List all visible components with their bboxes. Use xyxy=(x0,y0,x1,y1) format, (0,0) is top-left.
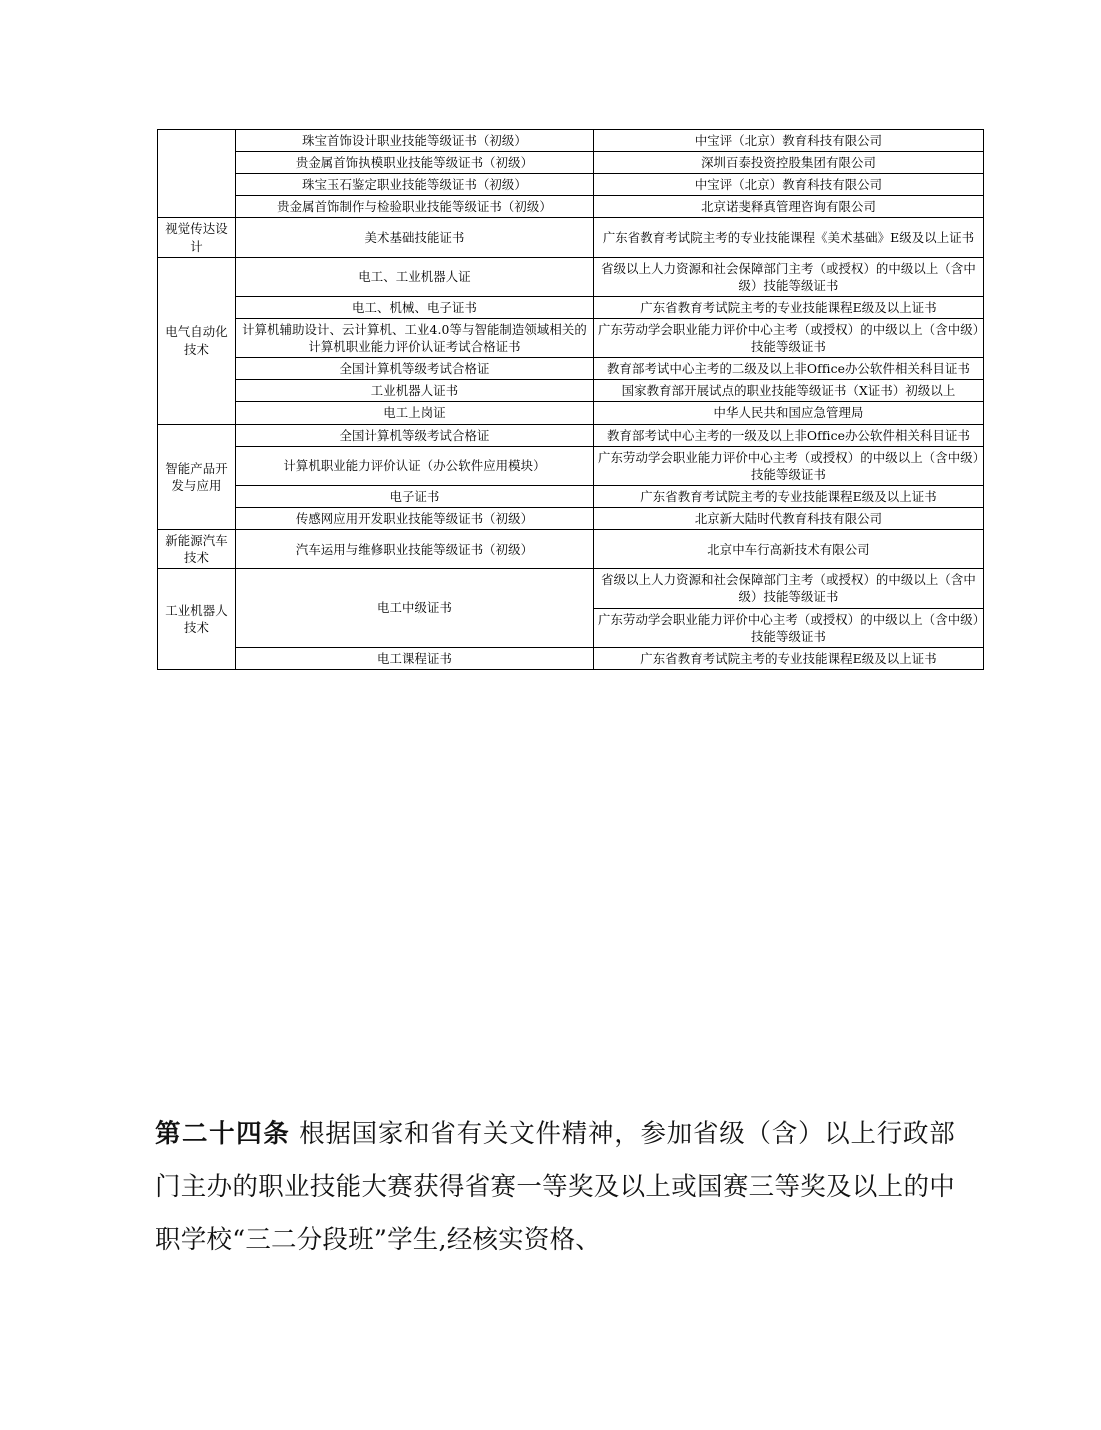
certificate-name-cell: 电工中级证书 xyxy=(236,569,594,647)
issuer-cell: 省级以上人力资源和社会保障部门主考（或授权）的中级以上（含中级）技能等级证书 xyxy=(594,257,984,296)
certificate-name-cell: 电工、机械、电子证书 xyxy=(236,296,594,318)
certificate-requirements-table xyxy=(157,129,984,670)
certificate-name-cell: 计算机辅助设计、云计算机、工业4.0等与智能制造领域相关的计算机职业能力评价认证考试合格证书 xyxy=(236,318,594,357)
table-row xyxy=(158,174,984,196)
issuer-cell: 广东劳动学会职业能力评价中心主考（或授权）的中级以上（含中级）技能等级证书 xyxy=(594,318,984,357)
table-row xyxy=(158,485,984,507)
issuer-cell: 中宝评（北京）教育科技有限公司 xyxy=(594,130,984,152)
issuer-cell: 广东省教育考试院主考的专业技能课程E级及以上证书 xyxy=(594,647,984,669)
table-row xyxy=(158,530,984,569)
table-row xyxy=(158,152,984,174)
issuer-cell: 北京中车行高新技术有限公司 xyxy=(594,530,984,569)
table-row xyxy=(158,257,984,296)
issuer-cell: 中华人民共和国应急管理局 xyxy=(594,402,984,424)
issuer-cell: 广东劳动学会职业能力评价中心主考（或授权）的中级以上（含中级）技能等级证书 xyxy=(594,608,984,647)
table-row xyxy=(158,296,984,318)
issuer-cell: 中宝评（北京）教育科技有限公司 xyxy=(594,174,984,196)
certificate-name-cell: 全国计算机等级考试合格证 xyxy=(236,358,594,380)
issuer-cell: 深圳百泰投资控股集团有限公司 xyxy=(594,152,984,174)
certificate-name-cell: 工业机器人证书 xyxy=(236,380,594,402)
table-row xyxy=(158,318,984,357)
major-cell: 工业机器人技术 xyxy=(158,569,236,670)
issuer-cell: 广东省教育考试院主考的专业技能课程E级及以上证书 xyxy=(594,296,984,318)
issuer-cell: 广东劳动学会职业能力评价中心主考（或授权）的中级以上（含中级）技能等级证书 xyxy=(594,446,984,485)
certificate-name-cell: 珠宝首饰设计职业技能等级证书（初级） xyxy=(236,130,594,152)
issuer-cell: 北京诺斐释真管理咨询有限公司 xyxy=(594,196,984,218)
table-row xyxy=(158,569,984,608)
certificate-name-cell: 电工、工业机器人证 xyxy=(236,257,594,296)
table-row xyxy=(158,196,984,218)
certificate-name-cell: 电工课程证书 xyxy=(236,647,594,669)
article-paragraph xyxy=(155,1108,955,1267)
certificate-name-cell: 汽车运用与维修职业技能等级证书（初级） xyxy=(236,530,594,569)
article-body-text: 根据国家和省有关文件精神，参加省级（含）以上行政部门主办的职业技能大赛获得省赛一等奖及以上或国赛三等奖及以上的中职学校“三二分段班”学生,经核实资格、 xyxy=(155,1118,955,1255)
table-row xyxy=(158,380,984,402)
issuer-cell: 广东省教育考试院主考的专业技能课程E级及以上证书 xyxy=(594,485,984,507)
major-cell: 视觉传达设计 xyxy=(158,218,236,257)
certificate-name-cell: 计算机职业能力评价认证（办公软件应用模块） xyxy=(236,446,594,485)
certificate-name-cell: 传感网应用开发职业技能等级证书（初级） xyxy=(236,507,594,529)
table-row xyxy=(158,218,984,257)
article-number: 第二十四条 xyxy=(155,1118,291,1149)
table-body xyxy=(158,130,984,670)
table-row xyxy=(158,647,984,669)
table-row xyxy=(158,358,984,380)
issuer-cell: 教育部考试中心主考的二级及以上非Office办公软件相关科目证书 xyxy=(594,358,984,380)
certificate-name-cell: 全国计算机等级考试合格证 xyxy=(236,424,594,446)
major-cell: 新能源汽车技术 xyxy=(158,530,236,569)
certificate-name-cell: 珠宝玉石鉴定职业技能等级证书（初级） xyxy=(236,174,594,196)
table-row xyxy=(158,130,984,152)
table-row xyxy=(158,507,984,529)
issuer-cell: 教育部考试中心主考的一级及以上非Office办公软件相关科目证书 xyxy=(594,424,984,446)
major-cell: 智能产品开发与应用 xyxy=(158,424,236,530)
certificate-name-cell: 电工上岗证 xyxy=(236,402,594,424)
issuer-cell: 广东省教育考试院主考的专业技能课程《美术基础》E级及以上证书 xyxy=(594,218,984,257)
table-row xyxy=(158,424,984,446)
certificate-name-cell: 电子证书 xyxy=(236,485,594,507)
major-cell-blank xyxy=(158,130,236,218)
issuer-cell: 北京新大陆时代教育科技有限公司 xyxy=(594,507,984,529)
certificate-name-cell: 贵金属首饰制作与检验职业技能等级证书（初级） xyxy=(236,196,594,218)
certificate-name-cell: 美术基础技能证书 xyxy=(236,218,594,257)
issuer-cell: 国家教育部开展试点的职业技能等级证书（X证书）初级以上 xyxy=(594,380,984,402)
table-row xyxy=(158,446,984,485)
major-cell: 电气自动化技术 xyxy=(158,257,236,424)
issuer-cell: 省级以上人力资源和社会保障部门主考（或授权）的中级以上（含中级）技能等级证书 xyxy=(594,569,984,608)
table-row xyxy=(158,402,984,424)
certificate-name-cell: 贵金属首饰执模职业技能等级证书（初级） xyxy=(236,152,594,174)
